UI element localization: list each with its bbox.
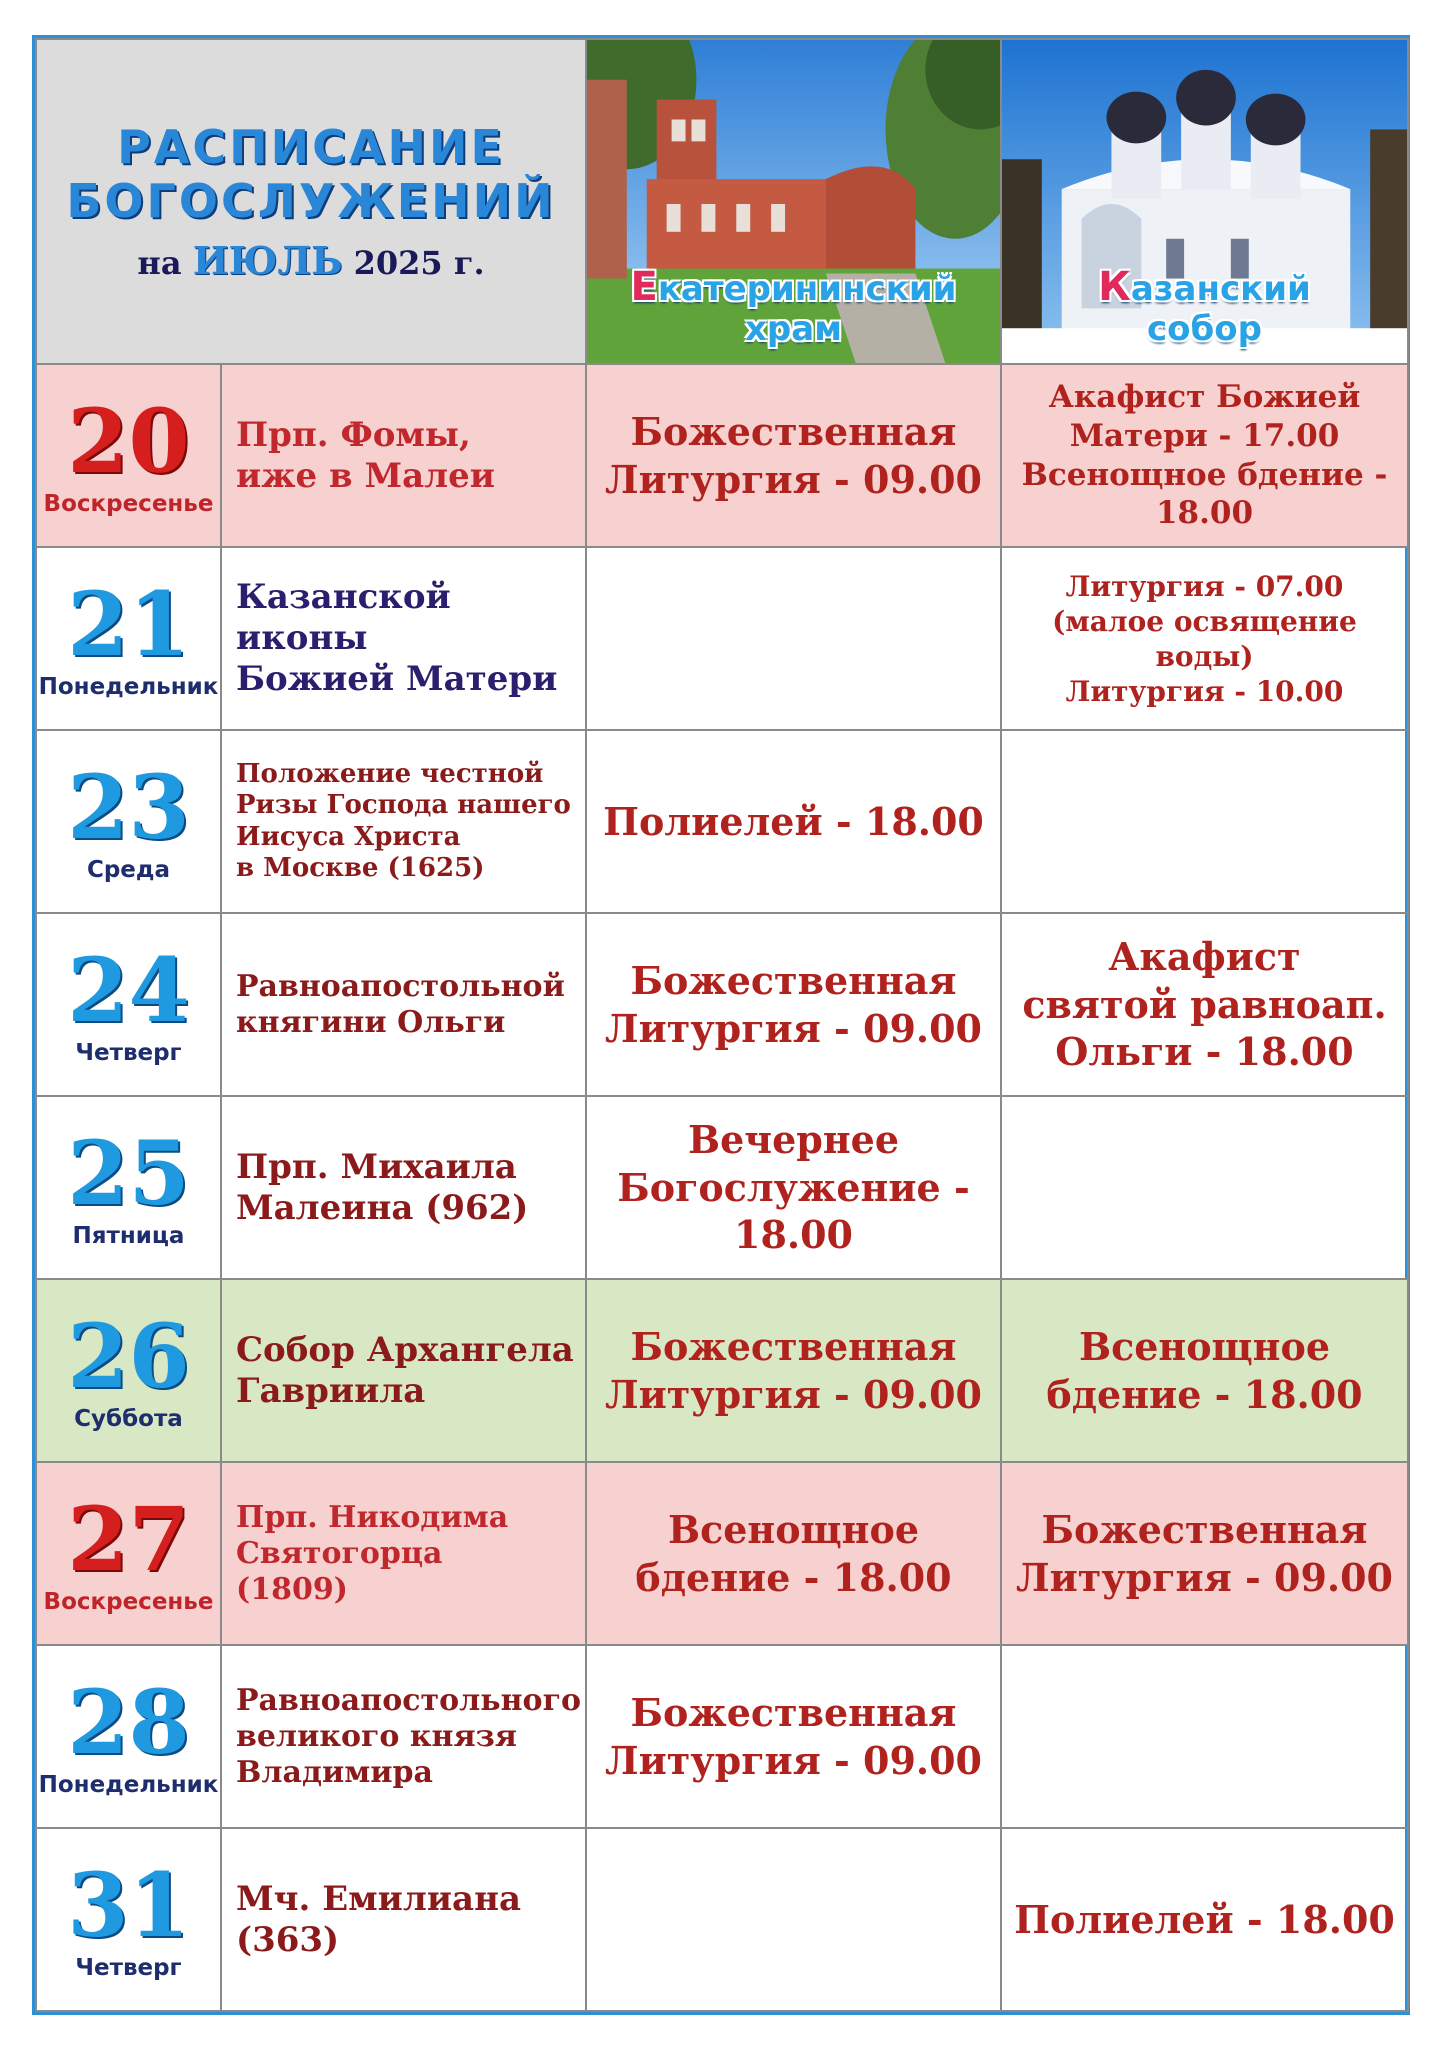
text-line: Полиелей - 18.00 <box>1014 1896 1395 1942</box>
weekday-label: Четверг <box>75 1039 182 1066</box>
service-text <box>587 957 1000 1052</box>
weekday-label: Воскресенье <box>43 1588 214 1615</box>
text-line: Акафист Божией <box>1048 379 1361 415</box>
kazansky-service-cell <box>1001 364 1408 547</box>
kazansky-cathedral-photo <box>1002 40 1407 363</box>
text-line: (1809) <box>236 1571 348 1607</box>
text-line: Вечернее <box>687 1117 900 1163</box>
text-line: Матери - 17.00 <box>1069 417 1340 454</box>
day-cell <box>36 547 221 730</box>
text-line: Иисуса Христа <box>236 821 461 852</box>
text-line: в Москве (1625) <box>236 852 485 883</box>
text-line: Божественная <box>630 1324 957 1369</box>
text-line: Божией Матери <box>236 658 558 699</box>
schedule-row <box>36 364 1408 547</box>
ekaterininsky-service-cell <box>586 547 1001 730</box>
text-line: бдение - 18.00 <box>1046 1371 1363 1417</box>
text-line: Владимира <box>236 1754 433 1790</box>
day-cell <box>36 364 221 547</box>
day-cell <box>36 913 221 1096</box>
text-line: Ризы Господа нашего <box>236 790 571 821</box>
feast-text <box>236 969 579 1041</box>
kazansky-service-cell <box>1001 730 1408 913</box>
text-line: Полиелей - 18.00 <box>603 798 984 844</box>
text-line: святой равноап. <box>1022 981 1387 1027</box>
day-number: 25 <box>67 1120 190 1225</box>
kazansky-service-cell <box>1001 1096 1408 1279</box>
text-line: 18.00 <box>734 1212 853 1258</box>
schedule-row <box>36 1828 1408 2011</box>
weekday-label: Воскресенье <box>43 490 214 517</box>
text-line: великого князя <box>236 1718 517 1754</box>
feast-cell <box>221 1828 586 2011</box>
feast-text <box>236 1147 579 1229</box>
header-row <box>36 39 1408 364</box>
subtitle <box>37 238 585 283</box>
text-line: Равноапостольного <box>236 1682 581 1718</box>
kazansky-photo-cell <box>1001 39 1408 364</box>
text-line: Божественная <box>630 1690 957 1735</box>
schedule-row <box>36 1096 1408 1279</box>
schedule-row <box>36 547 1408 730</box>
schedule-rows <box>36 364 1408 2011</box>
text-line: Божественная <box>1041 1507 1368 1552</box>
weekday-label: Среда <box>86 856 171 883</box>
text-line: (малое освящение воды) <box>1052 604 1357 673</box>
kazansky-service-cell <box>1001 547 1408 730</box>
text-line: (363) <box>236 1919 340 1960</box>
text-line: Ольги - 18.00 <box>1055 1029 1354 1075</box>
feast-text <box>236 1330 579 1412</box>
text-line: Акафист <box>1108 934 1301 980</box>
ekaterininsky-church-photo <box>587 40 1000 363</box>
day-number: 26 <box>67 1303 190 1408</box>
service-text <box>1002 1506 1407 1601</box>
text-line: Казанской иконы <box>236 577 451 659</box>
text-line: Литургия - 09.00 <box>605 1371 982 1417</box>
day-cell <box>36 1828 221 2011</box>
text-line: Божественная <box>630 409 957 454</box>
ekaterininsky-service-cell <box>586 1096 1001 1279</box>
kazansky-service-cell <box>1001 913 1408 1096</box>
weekday-label: Суббота <box>74 1405 183 1432</box>
ekaterininsky-service-cell <box>586 1462 1001 1645</box>
text-line: Всенощное <box>1078 1324 1331 1369</box>
text-line: Малеина (962) <box>236 1187 529 1228</box>
service-text <box>1002 378 1407 533</box>
day-number: 24 <box>67 937 190 1042</box>
text-line: Равноапостольной <box>236 968 565 1004</box>
text-line: Прп. Никодима <box>236 1499 509 1535</box>
service-text <box>587 408 1000 503</box>
weekday-label: Четверг <box>75 1954 182 1981</box>
feast-cell <box>221 547 586 730</box>
service-text <box>587 1689 1000 1784</box>
day-cell <box>36 1462 221 1645</box>
feast-text <box>236 577 579 699</box>
day-number: 21 <box>67 571 190 676</box>
kazansky-label-rest: азанский <box>1130 269 1311 309</box>
subtitle-year: 2025 г. <box>353 244 485 282</box>
feast-cell <box>221 364 586 547</box>
day-cell <box>36 1096 221 1279</box>
text-line: Божественная <box>630 958 957 1003</box>
kazansky-label-line2: собор <box>1147 309 1262 349</box>
text-line: Литургия - 07.00 <box>1065 569 1344 603</box>
text-line: Литургия - 09.00 <box>1016 1554 1393 1600</box>
text-line: княгини Ольги <box>236 1004 506 1040</box>
ekaterininsky-label-line2: храм <box>744 309 842 349</box>
ekaterininsky-label-rest: катерининский <box>657 269 957 309</box>
text-line: Всенощное <box>667 1507 920 1552</box>
feast-cell <box>221 1462 586 1645</box>
text-line: иже в Малеи <box>236 455 495 496</box>
ekaterininsky-service-cell <box>586 1279 1001 1462</box>
feast-cell <box>221 730 586 913</box>
title-line-1: РАСПИСАНИЕ <box>117 120 505 174</box>
text-line: 18.00 <box>1155 495 1254 532</box>
ekaterininsky-service-cell <box>586 730 1001 913</box>
text-line: Всенощное бдение - <box>1021 456 1388 493</box>
text-line: Литургия - 09.00 <box>605 1005 982 1051</box>
feast-cell <box>221 913 586 1096</box>
day-number: 27 <box>67 1486 190 1591</box>
feast-text <box>236 415 579 497</box>
text-line: Богослужение - <box>617 1164 970 1210</box>
service-text <box>587 1116 1000 1259</box>
service-text <box>1002 569 1407 709</box>
weekday-label: Понедельник <box>38 673 219 700</box>
kazansky-service-cell <box>1001 1462 1408 1645</box>
feast-text <box>236 1500 579 1608</box>
weekday-label: Понедельник <box>38 1771 219 1798</box>
text-line: Литургия - 09.00 <box>605 1737 982 1783</box>
schedule-row <box>36 1462 1408 1645</box>
schedule-row <box>36 1645 1408 1828</box>
text-line: бдение - 18.00 <box>635 1554 952 1600</box>
service-text <box>587 798 1000 846</box>
ekaterininsky-photo-cell <box>586 39 1001 364</box>
kazansky-label-cap: К <box>1098 264 1131 310</box>
text-line: Мч. Емилиана <box>236 1878 521 1919</box>
text-line: Гавриила <box>236 1370 426 1411</box>
day-number: 23 <box>67 754 190 859</box>
text-line: Литургия - 09.00 <box>605 456 982 502</box>
schedule-row <box>36 730 1408 913</box>
day-number: 28 <box>67 1669 190 1774</box>
service-text <box>1002 933 1407 1076</box>
title-line-2: БОГОСЛУЖЕНИЙ <box>66 174 556 228</box>
feast-text <box>236 759 579 884</box>
kazansky-service-cell <box>1001 1828 1408 2011</box>
ekaterininsky-service-cell <box>586 1828 1001 2011</box>
day-cell <box>36 1645 221 1828</box>
subtitle-prefix: на <box>137 244 182 282</box>
kazansky-service-cell <box>1001 1279 1408 1462</box>
title-block <box>36 39 586 364</box>
day-cell <box>36 730 221 913</box>
text-line: Собор Архангела <box>236 1329 574 1370</box>
weekday-label: Пятница <box>72 1222 185 1249</box>
kazansky-label <box>1002 264 1407 349</box>
feast-cell <box>221 1279 586 1462</box>
schedule-row <box>36 913 1408 1096</box>
ekaterininsky-service-cell <box>586 913 1001 1096</box>
schedule-row <box>36 1279 1408 1462</box>
ekaterininsky-label-cap: Е <box>630 264 658 310</box>
day-number: 31 <box>67 1852 190 1957</box>
service-text <box>587 1506 1000 1601</box>
ekaterininsky-service-cell <box>586 364 1001 547</box>
text-line: Положение честной <box>236 759 544 790</box>
service-text <box>587 1323 1000 1418</box>
kazansky-service-cell <box>1001 1645 1408 1828</box>
day-cell <box>36 1279 221 1462</box>
schedule-table <box>35 38 1409 2012</box>
service-text <box>1002 1323 1407 1418</box>
feast-cell <box>221 1645 586 1828</box>
text-line: Прп. Михаила <box>236 1146 517 1187</box>
text-line: Прп. Фомы, <box>236 414 471 455</box>
ekaterininsky-label <box>587 264 1000 349</box>
subtitle-month: ИЮЛЬ <box>192 238 343 283</box>
text-line: Святогорца <box>236 1535 443 1571</box>
day-number: 20 <box>67 388 190 493</box>
feast-text <box>236 1683 579 1791</box>
feast-cell <box>221 1096 586 1279</box>
feast-text <box>236 1879 579 1961</box>
text-line: Литургия - 10.00 <box>1065 674 1344 708</box>
ekaterininsky-service-cell <box>586 1645 1001 1828</box>
service-text <box>1002 1896 1407 1944</box>
